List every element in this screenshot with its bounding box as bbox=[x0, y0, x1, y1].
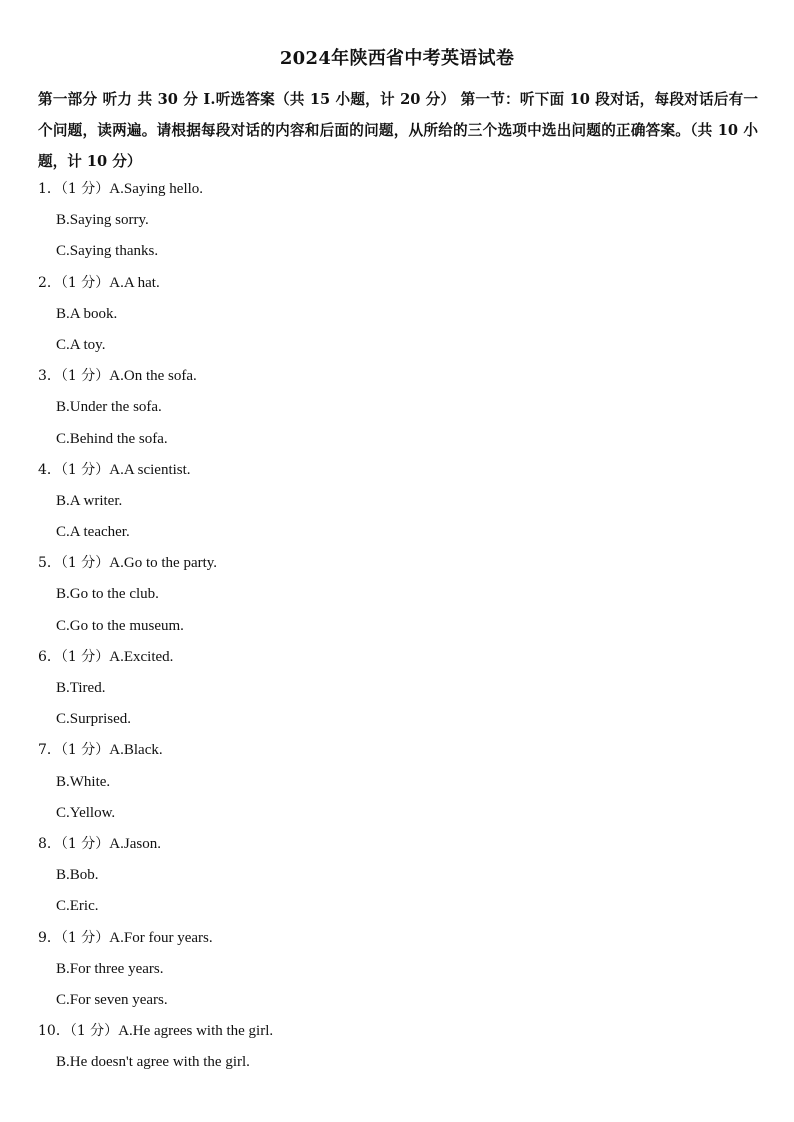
option-text: C.Yellow. bbox=[56, 804, 116, 821]
question-score: （1 分） bbox=[60, 929, 110, 946]
option-text: A.Saying hello. bbox=[109, 181, 204, 197]
question-score: （1 分） bbox=[60, 742, 110, 759]
question-score: （1 分） bbox=[60, 835, 110, 852]
question-header bbox=[38, 361, 758, 392]
answer-option bbox=[38, 673, 758, 704]
answer-option bbox=[38, 205, 758, 236]
answer-option bbox=[38, 299, 758, 330]
answer-option bbox=[38, 611, 758, 642]
option-text: B.For three years. bbox=[56, 960, 164, 977]
question-score: （1 分） bbox=[60, 368, 110, 385]
option-text: A.Black. bbox=[109, 742, 163, 759]
option-text: A.He agrees with the girl. bbox=[118, 1023, 274, 1040]
question-number: 2． bbox=[38, 274, 61, 291]
question-score: （1 分） bbox=[60, 274, 110, 291]
answer-option bbox=[38, 798, 758, 829]
answer-option bbox=[38, 985, 758, 1016]
option-text: B.A book. bbox=[56, 305, 118, 322]
answer-option bbox=[38, 954, 758, 985]
answer-option bbox=[38, 1047, 758, 1078]
option-text: B.Under the sofa. bbox=[56, 399, 162, 416]
question-score: （1 分） bbox=[60, 461, 110, 478]
answer-option bbox=[38, 486, 758, 517]
answer-option bbox=[38, 767, 758, 798]
option-text: A.A scientist. bbox=[109, 461, 191, 478]
option-text: C.Go to the museum. bbox=[56, 617, 184, 634]
answer-option bbox=[38, 891, 758, 922]
option-text: C.For seven years. bbox=[56, 991, 168, 1008]
question-header bbox=[38, 548, 758, 579]
question-score: （1 分） bbox=[60, 181, 110, 197]
question-number: 10． bbox=[38, 1023, 70, 1040]
question-list bbox=[38, 174, 758, 1078]
option-text: C.Surprised. bbox=[56, 711, 131, 728]
answer-option bbox=[38, 236, 758, 267]
answer-option bbox=[38, 330, 758, 361]
option-text: B.White. bbox=[56, 773, 111, 790]
question-header bbox=[38, 455, 758, 486]
question-score: （1 分） bbox=[60, 648, 110, 665]
option-text: C.A teacher. bbox=[56, 524, 130, 541]
answer-option bbox=[38, 424, 758, 455]
page-title: 2024年陕西省中考英语试卷 bbox=[279, 48, 515, 69]
option-text: B.A writer. bbox=[56, 492, 123, 509]
question-header bbox=[38, 174, 758, 205]
answer-option bbox=[38, 704, 758, 735]
section-instructions: 第一部分 听力 共 30 分 Ⅰ.听选答案（共 15 小题，计 20 分） 第一节：听下面 10 段对话，每段对话后有一个问题，读两遍。请根据每段对话的内容和后面的问题，从所给的三个选项中选出问题的正确答案。（共 10 小题，计 10 分） bbox=[38, 91, 758, 170]
option-text: A.For four years. bbox=[109, 929, 213, 946]
question-header bbox=[38, 1016, 758, 1047]
option-text: A.Jason. bbox=[109, 835, 161, 852]
option-text: A.Excited. bbox=[109, 648, 174, 665]
question-number: 3． bbox=[38, 368, 61, 385]
option-text: B.Saying sorry. bbox=[56, 212, 149, 229]
question-header bbox=[38, 735, 758, 766]
answer-option bbox=[38, 517, 758, 548]
question-number: 6． bbox=[38, 648, 61, 665]
question-number: 4． bbox=[38, 461, 61, 478]
question-score: （1 分） bbox=[69, 1023, 119, 1040]
option-text: B.Bob. bbox=[56, 867, 99, 884]
question-header bbox=[38, 268, 758, 299]
answer-option bbox=[38, 579, 758, 610]
option-text: C.Behind the sofa. bbox=[56, 430, 168, 447]
option-text: B.He doesn't agree with the girl. bbox=[56, 1054, 250, 1071]
question-header bbox=[38, 642, 758, 673]
question-number: 9． bbox=[38, 929, 61, 946]
option-text: B.Tired. bbox=[56, 680, 106, 696]
option-text: B.Go to the club. bbox=[56, 586, 159, 603]
option-text: A.A hat. bbox=[109, 274, 160, 291]
option-text: A.On the sofa. bbox=[109, 368, 197, 385]
question-number: 7． bbox=[38, 742, 61, 759]
question-number: 5． bbox=[38, 555, 61, 572]
option-text: A.Go to the party. bbox=[109, 555, 218, 572]
question-header bbox=[38, 829, 758, 860]
option-text: C.Eric. bbox=[56, 898, 99, 915]
answer-option bbox=[38, 860, 758, 891]
answer-option bbox=[38, 392, 758, 423]
option-text: C.A toy. bbox=[56, 336, 106, 353]
option-text: C.Saying thanks. bbox=[56, 243, 159, 260]
question-header bbox=[38, 923, 758, 954]
question-number: 8． bbox=[38, 835, 61, 852]
question-number: 1． bbox=[38, 181, 61, 197]
question-score: （1 分） bbox=[60, 555, 110, 572]
